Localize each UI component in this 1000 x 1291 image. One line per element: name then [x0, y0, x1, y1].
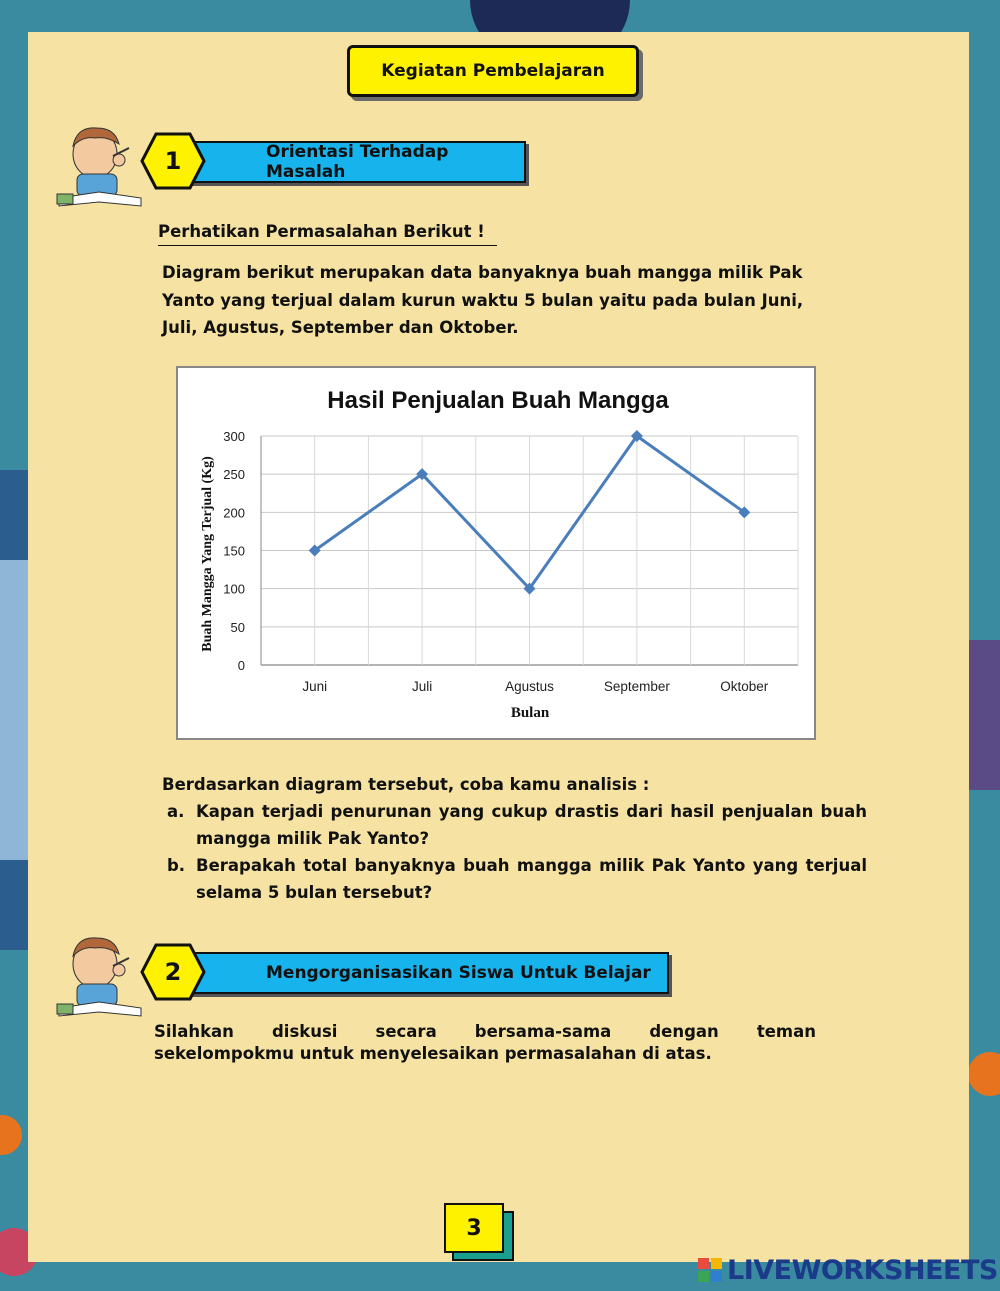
y-tick-label: 100	[223, 581, 245, 597]
x-tick-label: Juni	[302, 679, 328, 694]
chart-y-label: Buah Mangga Yang Terjual (Kg)	[200, 456, 215, 652]
problem-line-2: Yanto yang terjual dalam kurun waktu 5 bulan yaitu pada bulan Juni,	[162, 290, 804, 310]
step-2-title: Mengorganisasikan Siswa Untuk Belajar	[266, 963, 651, 983]
x-tick-label: Oktober	[720, 679, 769, 694]
y-tick-label: 150	[223, 543, 245, 559]
liveworksheets-logo	[698, 1254, 998, 1286]
student-reading-icon	[55, 120, 145, 212]
page-title: Kegiatan Pembelajaran	[347, 45, 639, 97]
step-2-hexagon	[140, 943, 206, 1001]
y-tick-label: 250	[223, 467, 245, 483]
x-tick-label: September	[603, 679, 670, 694]
step-1-number: 1	[164, 147, 182, 175]
question-b-text: Berapakah total banyaknya buah mangga milik Pak Yanto yang terjual selama 5 bulan tersebut?	[196, 856, 867, 902]
y-tick-label: 200	[223, 505, 245, 521]
problem-line-1: Diagram berikut merupakan data banyaknya buah mangga milik Pak	[162, 263, 803, 282]
brand-name: LIVEWORKSHEETS	[727, 1254, 998, 1286]
bg-right-purple	[969, 640, 1000, 790]
y-tick-label: 0	[237, 658, 245, 673]
step-1-bar	[190, 141, 526, 183]
chart-x-label: Bulan	[510, 705, 550, 721]
step-1-hexagon	[140, 132, 206, 190]
bg-left-light	[0, 560, 28, 860]
question-a-label: a.	[167, 802, 185, 821]
y-tick-label: 300	[223, 429, 245, 444]
discussion-line-2: sekelompokmu untuk menyelesaikan permasalahan di atas.	[154, 1044, 712, 1063]
logo-tiles-icon	[698, 1258, 722, 1282]
chart-grid	[261, 436, 798, 665]
bg-left-orange-dot	[0, 1115, 22, 1155]
chart-title: Hasil Penjualan Buah Mangga	[327, 387, 669, 414]
student-reading-icon-2	[55, 930, 145, 1022]
problem-line-3: Juli, Agustus, September dan Oktober.	[162, 318, 519, 337]
analysis-section	[162, 771, 867, 906]
page-number: 3	[444, 1203, 504, 1253]
analysis-intro: Berdasarkan diagram tersebut, coba kamu analisis :	[162, 775, 650, 794]
discussion-paragraph	[154, 1021, 816, 1065]
question-a-text: Kapan terjadi penurunan yang cukup drastis dari hasil penjualan buah mangga milik Pak Yanto?	[196, 802, 867, 848]
problem-subheading: Perhatikan Permasalahan Berikut !	[158, 222, 497, 246]
bg-right-orange-dot	[968, 1052, 1000, 1096]
discussion-line-1: Silahkan diskusi secara bersama-sama dengan teman	[154, 1022, 816, 1041]
question-a	[162, 798, 867, 852]
step-1-title: Orientasi Terhadap Masalah	[266, 142, 449, 182]
question-b-label: b.	[167, 856, 186, 875]
problem-paragraph	[162, 259, 842, 342]
question-b	[162, 852, 867, 906]
chart-svg	[178, 368, 814, 738]
x-tick-label: Agustus	[505, 679, 554, 694]
line-chart	[176, 366, 816, 740]
chart-x-ticks	[302, 679, 768, 694]
chart-y-ticks	[223, 429, 245, 673]
step-2-bar	[190, 952, 669, 994]
x-tick-label: Juli	[411, 679, 433, 694]
step-2-number: 2	[164, 958, 182, 986]
y-tick-label: 50	[230, 619, 245, 635]
